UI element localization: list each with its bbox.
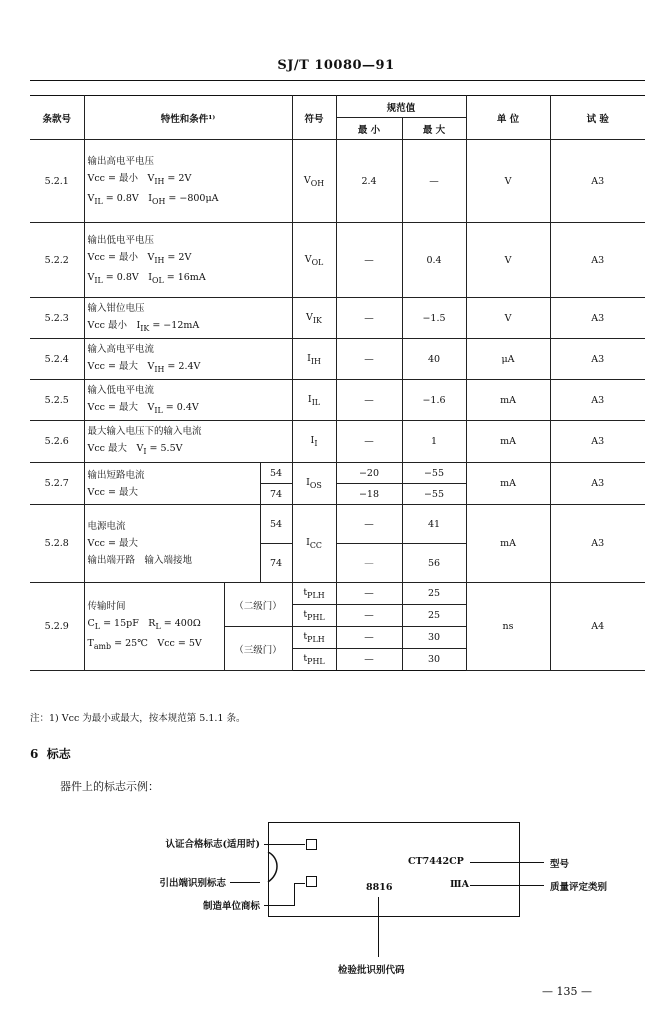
series-cell: 54 bbox=[260, 463, 292, 484]
min-cell: −18 bbox=[336, 484, 402, 505]
clause-cell: 5.2.3 bbox=[30, 298, 84, 339]
min-cell: — bbox=[336, 223, 402, 298]
col-test: 试 验 bbox=[550, 96, 645, 140]
clause-cell: 5.2.2 bbox=[30, 223, 84, 298]
max-cell: — bbox=[402, 140, 466, 223]
manufacturer-leader-v bbox=[294, 883, 295, 906]
col-spec-value: 规范值 bbox=[336, 96, 466, 118]
page-header: SJ/T 10080—91 bbox=[277, 58, 395, 73]
section-title: 标志 bbox=[46, 747, 71, 761]
quality-label: 质量评定类别 bbox=[550, 882, 608, 893]
model-text: CT7442CP bbox=[408, 856, 464, 867]
page-number: — 135 — bbox=[542, 985, 592, 998]
condition-cell: 传输时间 $C_L = 15pF$ $R_L = 400\Omega$ $T_{amb}$ = 25℃ Vcc = 5V bbox=[84, 583, 224, 671]
max-cell: 1 bbox=[402, 421, 466, 463]
batch-code-label: 检验批识别代码 bbox=[338, 965, 405, 976]
min-cell: 2.4 bbox=[336, 140, 402, 223]
min-cell: — bbox=[336, 583, 402, 605]
test-cell: A3 bbox=[550, 505, 645, 583]
symbol-cell: $I_{OS}$ bbox=[292, 463, 336, 505]
test-cell: A3 bbox=[550, 380, 645, 421]
gate-group-cell: （二级门） bbox=[224, 583, 292, 627]
col-unit: 单 位 bbox=[466, 96, 550, 140]
unit-cell: mA bbox=[466, 505, 550, 583]
unit-cell: mA bbox=[466, 421, 550, 463]
manufacturer-leader-h bbox=[264, 905, 294, 906]
header-rule bbox=[30, 80, 645, 81]
model-leader-outer bbox=[520, 862, 544, 863]
model-leader-inner bbox=[470, 862, 520, 863]
pin1-mark-leader bbox=[230, 882, 260, 883]
max-cell: −1.5 bbox=[402, 298, 466, 339]
unit-cell: V bbox=[466, 223, 550, 298]
max-cell: 0.4 bbox=[402, 223, 466, 298]
max-cell: 25 bbox=[402, 583, 466, 605]
symbol-cell: $I_{IH}$ bbox=[292, 339, 336, 380]
series-cell: 74 bbox=[260, 544, 292, 583]
cert-mark-leader bbox=[264, 844, 305, 845]
symbol-cell: $V_{OL}$ bbox=[292, 223, 336, 298]
condition-cell: 输入钳位电压 Vcc 最小 $I_{IK} = -12mA$ bbox=[84, 298, 292, 339]
symbol-cell: $I_I$ bbox=[292, 421, 336, 463]
max-cell: 30 bbox=[402, 627, 466, 649]
table-row bbox=[30, 339, 645, 380]
col-characteristics: 特性和条件¹⁾ bbox=[84, 96, 292, 140]
unit-cell: V bbox=[466, 140, 550, 223]
grade-text: ⅢA bbox=[450, 879, 469, 890]
table-row bbox=[30, 140, 645, 223]
clause-cell: 5.2.4 bbox=[30, 339, 84, 380]
min-cell: — bbox=[336, 421, 402, 463]
unit-cell: mA bbox=[466, 380, 550, 421]
symbol-cell: $V_{IK}$ bbox=[292, 298, 336, 339]
min-cell: — bbox=[336, 605, 402, 627]
table-row bbox=[30, 505, 645, 544]
min-cell: −20 bbox=[336, 463, 402, 484]
max-cell: 56 bbox=[402, 544, 466, 583]
condition-cell: 输出高电平电压 Vcc = 最小 $V_{IH} = 2V$ $V_{IL} = 0.8V$ $I_{OH} = -800\mu A$ bbox=[84, 140, 292, 223]
symbol-cell: $V_{OH}$ bbox=[292, 140, 336, 223]
manufacturer-mark-label: 制造单位商标 bbox=[202, 901, 260, 912]
table-row bbox=[30, 380, 645, 421]
table-row bbox=[30, 298, 645, 339]
unit-cell: μA bbox=[466, 339, 550, 380]
test-cell: A3 bbox=[550, 339, 645, 380]
batch-code-leader bbox=[378, 897, 379, 957]
max-cell: 40 bbox=[402, 339, 466, 380]
min-cell: — bbox=[336, 544, 402, 583]
min-cell: — bbox=[336, 298, 402, 339]
test-cell: A3 bbox=[550, 223, 645, 298]
symbol-cell: $I_{IL}$ bbox=[292, 380, 336, 421]
series-cell: 54 bbox=[260, 505, 292, 544]
test-cell: A4 bbox=[550, 583, 645, 671]
table-footnote: 注：1) Vcc 为最小或最大，按本规范第 5.1.1 条。 bbox=[30, 713, 246, 724]
code-text: 8816 bbox=[366, 882, 393, 893]
clause-cell: 5.2.5 bbox=[30, 380, 84, 421]
min-cell: — bbox=[336, 505, 402, 544]
cert-mark-square bbox=[306, 839, 317, 850]
spec-table bbox=[30, 95, 645, 671]
clause-cell: 5.2.8 bbox=[30, 505, 84, 583]
symbol-cell: $I_{CC}$ bbox=[292, 505, 336, 583]
device-outline bbox=[268, 822, 520, 917]
condition-cell: 输出短路电流 Vcc = 最大 bbox=[84, 463, 260, 505]
section-heading bbox=[30, 745, 71, 762]
max-cell: 25 bbox=[402, 605, 466, 627]
table-row bbox=[30, 223, 645, 298]
max-cell: −55 bbox=[402, 484, 466, 505]
col-min: 最 小 bbox=[336, 118, 402, 140]
clause-cell: 5.2.7 bbox=[30, 463, 84, 505]
pin1-mark-label: 引出端识别标志 bbox=[159, 878, 226, 889]
gate-group-cell: （三级门） bbox=[224, 627, 292, 671]
max-cell: 41 bbox=[402, 505, 466, 544]
condition-cell: 最大输入电压下的输入电流 Vcc 最大 $V_I = 5.5V$ bbox=[84, 421, 292, 463]
test-cell: A3 bbox=[550, 421, 645, 463]
series-cell: 74 bbox=[260, 484, 292, 505]
section-number: 6 bbox=[30, 747, 39, 761]
clause-cell: 5.2.6 bbox=[30, 421, 84, 463]
pin1-notch bbox=[260, 852, 284, 884]
table-row bbox=[30, 463, 645, 484]
unit-cell: ns bbox=[466, 583, 550, 671]
max-cell: −1.6 bbox=[402, 380, 466, 421]
max-cell: 30 bbox=[402, 649, 466, 671]
condition-cell: 输入高电平电流 Vcc = 最大 $V_{IH} = 2.4V$ bbox=[84, 339, 292, 380]
grade-leader-outer bbox=[520, 885, 544, 886]
min-cell: — bbox=[336, 380, 402, 421]
example-intro: 器件上的标志示例： bbox=[60, 780, 159, 793]
max-cell: −55 bbox=[402, 463, 466, 484]
test-cell: A3 bbox=[550, 298, 645, 339]
grade-leader-inner bbox=[470, 885, 520, 886]
clause-cell: 5.2.1 bbox=[30, 140, 84, 223]
col-symbol: 符号 bbox=[292, 96, 336, 140]
clause-cell: 5.2.9 bbox=[30, 583, 84, 671]
col-max: 最 大 bbox=[402, 118, 466, 140]
min-cell: — bbox=[336, 649, 402, 671]
unit-cell: V bbox=[466, 298, 550, 339]
col-clause: 条款号 bbox=[30, 96, 84, 140]
unit-cell: mA bbox=[466, 463, 550, 505]
manufacturer-mark-square bbox=[306, 876, 317, 887]
min-cell: — bbox=[336, 627, 402, 649]
symbol-cell: $t_{PHL}$ bbox=[292, 605, 336, 627]
cert-mark-label: 认证合格标志(适用时) bbox=[165, 839, 260, 850]
condition-cell: 输入低电平电流 Vcc = 最大 $V_{IL} = 0.4V$ bbox=[84, 380, 292, 421]
symbol-cell: $t_{PLH}$ bbox=[292, 583, 336, 605]
condition-cell: 输出低电平电压 Vcc = 最小 $V_{IH} = 2V$ $V_{IL} = 0.8V$ $I_{OL} = 16mA$ bbox=[84, 223, 292, 298]
manufacturer-leader-tip bbox=[294, 883, 305, 884]
table-row bbox=[30, 421, 645, 463]
test-cell: A3 bbox=[550, 140, 645, 223]
condition-cell: 电源电流 Vcc = 最大 输出端开路 输入端接地 bbox=[84, 505, 260, 583]
table-row bbox=[30, 583, 645, 605]
symbol-cell: $t_{PHL}$ bbox=[292, 649, 336, 671]
min-cell: — bbox=[336, 339, 402, 380]
model-label: 型号 bbox=[550, 859, 570, 870]
symbol-cell: $t_{PLH}$ bbox=[292, 627, 336, 649]
test-cell: A3 bbox=[550, 463, 645, 505]
